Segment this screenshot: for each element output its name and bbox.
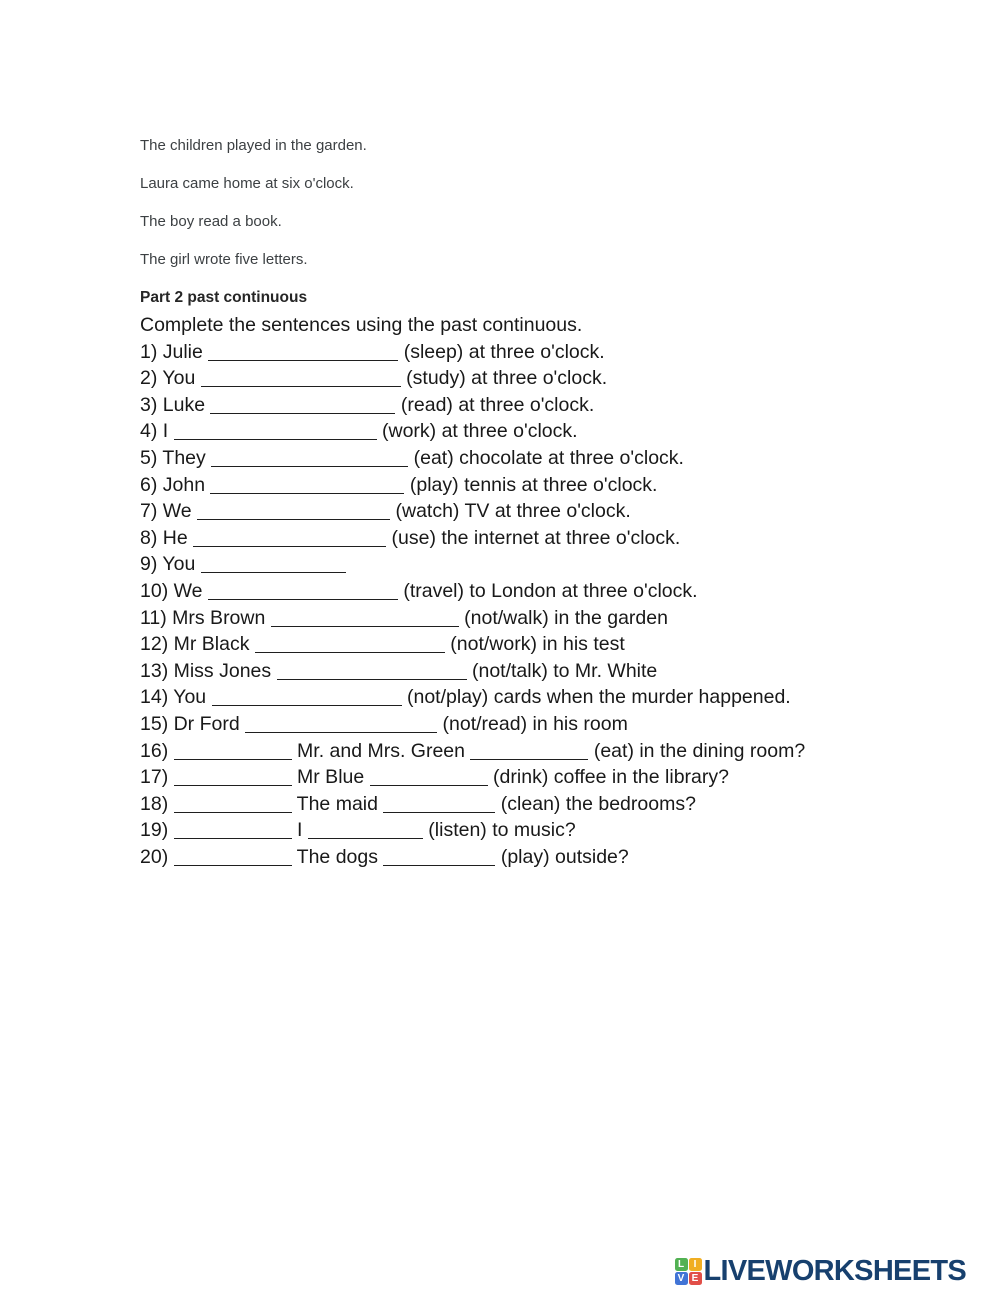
intro-sentence: The girl wrote five letters. [140, 251, 308, 268]
intro-sentence: The children played in the garden. [140, 137, 367, 154]
liveworksheets-logo-text: LIVEWORKSHEETS [703, 1255, 966, 1287]
exercise-text: 18) [140, 792, 174, 815]
exercise-text: (not/work) in his test [444, 633, 625, 656]
exercise-text: (read) at three o'clock. [395, 393, 595, 416]
answer-blank[interactable] [208, 586, 398, 600]
exercise-text: (sleep) at three o'clock. [398, 340, 605, 363]
exercise-text: (travel) to London at three o'clock. [397, 579, 698, 602]
exercise-text: Mr Blue [291, 766, 370, 789]
answer-blank[interactable] [212, 692, 402, 706]
exercise-text: (use) the internet at three o'clock. [386, 526, 681, 549]
answer-blank[interactable] [174, 772, 292, 786]
answer-blank[interactable] [174, 799, 292, 813]
intro-sentence: Laura came home at six o'clock. [140, 175, 354, 192]
exercise-item [140, 658, 920, 685]
exercise-item [140, 365, 920, 392]
exercise-text: 6) John [140, 473, 211, 496]
exercise-item [140, 738, 920, 765]
worksheet-content [140, 137, 920, 870]
exercise-item [140, 791, 920, 818]
exercise-text: 8) He [140, 526, 194, 549]
exercise-item [140, 817, 920, 844]
exercise-item [140, 764, 920, 791]
exercise-text: 2) You [140, 367, 201, 390]
answer-blank[interactable] [210, 480, 404, 494]
exercise-text: (clean) the bedrooms? [495, 792, 696, 815]
exercise-text: 1) Julie [140, 340, 209, 363]
answer-blank[interactable] [174, 426, 377, 440]
exercise-text: (play) outside? [495, 845, 629, 868]
exercise-text: I [291, 819, 308, 842]
answer-blank[interactable] [470, 746, 588, 760]
answer-blank[interactable] [245, 719, 437, 733]
liveworksheets-logo [675, 1257, 967, 1286]
exercise-text: 7) We [140, 500, 198, 523]
answer-blank[interactable] [174, 825, 292, 839]
exercise-text: (listen) to music? [422, 819, 576, 842]
exercise-text: 13) Miss Jones [140, 659, 277, 682]
exercise-item [140, 605, 920, 632]
exercise-text: 11) Mrs Brown [140, 606, 271, 629]
exercise-text: 16) [140, 739, 174, 762]
exercise-text: (eat) chocolate at three o'clock. [408, 446, 684, 469]
answer-blank[interactable] [208, 347, 398, 361]
answer-blank[interactable] [193, 533, 386, 547]
exercise-text: 19) [140, 819, 174, 842]
exercise-item [140, 498, 920, 525]
answer-blank[interactable] [201, 559, 346, 573]
l-tile-icon: L [675, 1258, 688, 1271]
answer-blank[interactable] [174, 746, 292, 760]
exercise-item [140, 445, 920, 472]
exercise-text: (watch) TV at three o'clock. [390, 500, 631, 523]
section-instruction: Complete the sentences using the past continuous. [140, 314, 583, 336]
answer-blank[interactable] [210, 400, 395, 414]
exercise-text: (eat) in the dining room? [588, 739, 806, 762]
answer-blank[interactable] [211, 453, 408, 467]
exercise-item [140, 525, 920, 552]
exercise-text: 9) You [140, 553, 201, 576]
exercise-item [140, 578, 920, 605]
exercise-text: 5) They [140, 446, 212, 469]
answer-blank[interactable] [277, 666, 467, 680]
exercise-text: 12) Mr Black [140, 633, 255, 656]
intro-sentences [140, 137, 920, 268]
exercise-text: 20) [140, 845, 174, 868]
exercise-text: 17) [140, 766, 174, 789]
exercise-text: The maid [291, 792, 384, 815]
exercise-text: (study) at three o'clock. [400, 367, 608, 390]
v-tile-icon: V [675, 1272, 688, 1285]
exercise-text: 14) You [140, 686, 212, 709]
answer-blank[interactable] [174, 852, 292, 866]
answer-blank[interactable] [383, 799, 495, 813]
answer-blank[interactable] [201, 373, 401, 387]
exercise-item [140, 551, 920, 578]
exercise-text: (not/play) cards when the murder happened. [401, 686, 791, 709]
section-heading: Part 2 past continuous [140, 289, 308, 306]
exercise-item [140, 418, 920, 445]
exercise-item [140, 339, 920, 366]
exercise-text: Mr. and Mrs. Green [291, 739, 471, 762]
exercise-text: (drink) coffee in the library? [487, 766, 729, 789]
i-tile-icon: I [689, 1258, 702, 1271]
exercise-item [140, 711, 920, 738]
exercise-list [140, 339, 920, 871]
answer-blank[interactable] [370, 772, 488, 786]
exercise-text: 4) I [140, 420, 174, 443]
answer-blank[interactable] [383, 852, 495, 866]
answer-blank[interactable] [255, 639, 445, 653]
answer-blank[interactable] [308, 825, 423, 839]
exercise-text: (not/walk) in the garden [458, 606, 668, 629]
answer-blank[interactable] [197, 506, 390, 520]
exercise-text: (work) at three o'clock. [376, 420, 578, 443]
exercise-item [140, 472, 920, 499]
e-tile-icon: E [689, 1272, 702, 1285]
exercise-text: 15) Dr Ford [140, 712, 246, 735]
exercise-text: 10) We [140, 579, 208, 602]
exercise-text: (not/talk) to Mr. White [466, 659, 658, 682]
exercise-text: The dogs [291, 845, 384, 868]
exercise-item [140, 392, 920, 419]
intro-sentence: The boy read a book. [140, 213, 282, 230]
answer-blank[interactable] [271, 613, 459, 627]
exercise-item [140, 631, 920, 658]
exercise-text: 3) Luke [140, 393, 211, 416]
exercise-text: (play) tennis at three o'clock. [404, 473, 658, 496]
liveworksheets-logo-icon [675, 1258, 702, 1285]
exercise-item [140, 844, 920, 871]
exercise-text: (not/read) in his room [437, 712, 628, 735]
exercise-item [140, 684, 920, 711]
